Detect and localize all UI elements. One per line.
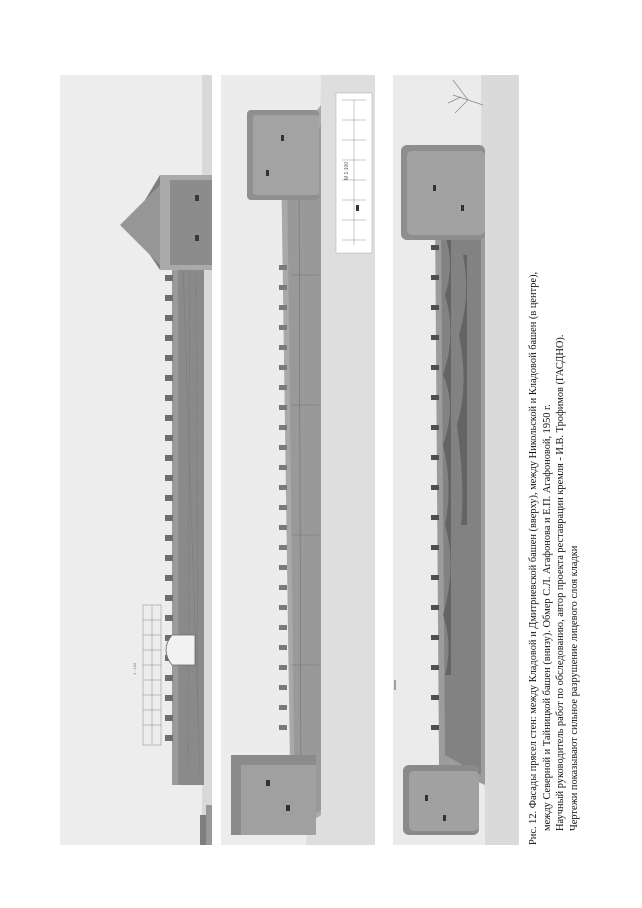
caption-line-3: Научный руководитель работ по обследованию, автор проекта реставрации кремля - И.В. Трофимов (ГАСДНО).	[555, 334, 567, 831]
caption-line-1: Рис. 12. Фасады прясел стен: между Кладовой и Дмитриевской башен (вверху), между Никольской и Кладовой башен (в центре),	[528, 271, 539, 845]
figure-caption-region	[527, 75, 587, 845]
wall-elevation-drawing-middle	[221, 75, 375, 845]
figure-caption	[527, 75, 587, 845]
scale-label-top: 1 : 100	[132, 662, 137, 675]
figure-panel-bottom	[393, 75, 519, 845]
figure-panel-top	[60, 75, 212, 845]
caption-line-4: Чертежи показывают сильное разрушение лицевого слоя кладки	[568, 545, 580, 831]
caption-line-2: между Северной и Тайницкой башен (внизу). Обмер С.Л. Агафонова и Е.П. Агафоновой, 1950 г.	[541, 404, 553, 831]
wall-elevation-drawing-bottom	[393, 75, 519, 845]
wall-elevation-drawing-top	[60, 75, 212, 845]
figure-panel-middle	[221, 75, 375, 845]
scale-label-middle: М 1:100	[344, 161, 350, 180]
